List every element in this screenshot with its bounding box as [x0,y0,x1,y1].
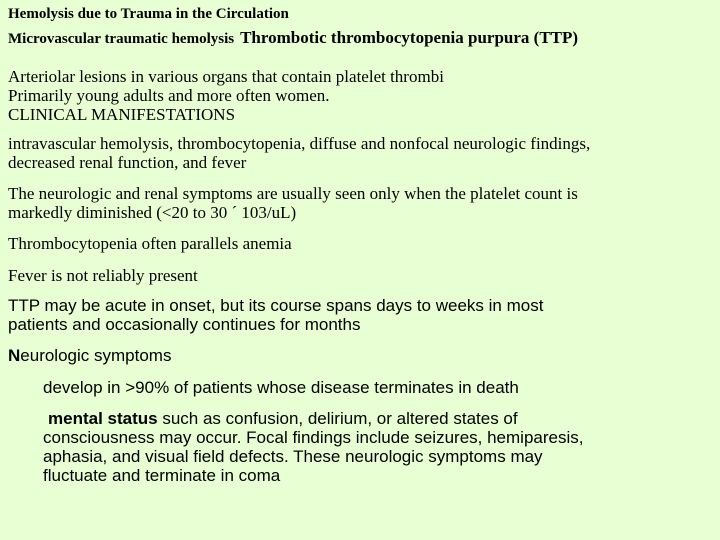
para2-line-2: decreased renal function, and fever [8,153,247,172]
title-microvascular: Microvascular traumatic hemolysis [8,31,235,47]
title-line-2 [8,28,578,48]
mental-status-bold: mental status [48,409,158,428]
neurologic-symptoms-heading [8,346,171,365]
para3-line-1: The neurologic and renal symptoms are usually seen only when the platelet count is [8,184,578,203]
neuro-sub-2-line-4: fluctuate and terminate in coma [43,466,281,485]
para4: Thrombocytopenia often parallels anemia [8,234,292,253]
neuro-first-letter: N [8,346,21,365]
neuro-sub-2-line-3: aphasia, and visual field defects. These neurologic symptoms may [43,447,543,466]
para6-line-1: TTP may be acute in onset, but its course spans days to weeks in most [8,296,544,315]
neuro-sub-2-line-2: consciousness may occur. Focal findings include seizures, hemiparesis, [43,428,584,447]
para1-line-2: Primarily young adults and more often women. [8,86,330,105]
clinical-manifestations-heading: CLINICAL MANIFESTATIONS [8,105,236,124]
neuro-sub-2-line-1 [43,409,518,428]
title-ttp: Thrombotic thrombocytopenia purpura (TTP) [240,28,579,47]
neuro-sub-1: develop in >90% of patients whose disease terminates in death [43,378,519,397]
para6-line-2: patients and occasionally continues for months [8,315,361,334]
neuro-sub-2-line-1-rest: such as confusion, delirium, or altered states of [157,409,518,428]
neuro-rest: eurologic symptoms [20,346,172,365]
para2-line-1: intravascular hemolysis, thrombocytopenia, diffuse and nonfocal neurologic findings, [8,134,591,153]
para3-line-2: markedly diminished (<20 to 30 ´ 103/uL) [8,203,297,222]
para1-line-1: Arteriolar lesions in various organs that contain platelet thrombi [8,67,444,86]
para5: Fever is not reliably present [8,266,198,285]
title-line-1: Hemolysis due to Trauma in the Circulation [8,6,289,22]
